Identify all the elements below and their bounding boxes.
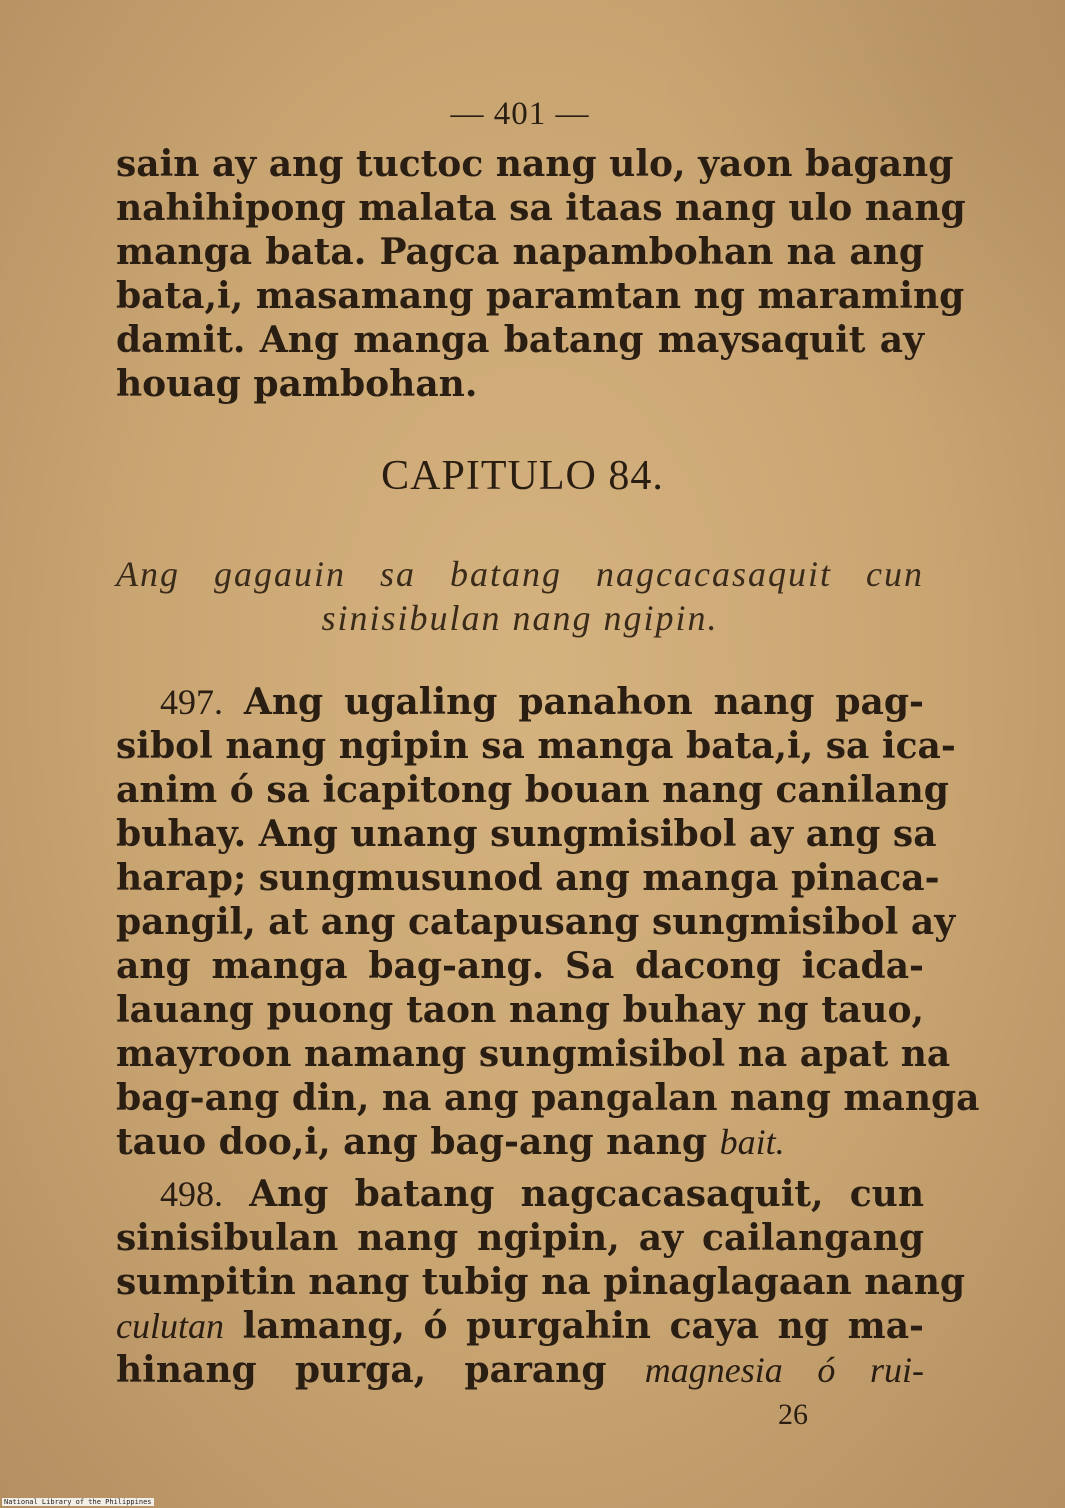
text-line: sinisibulan nang ngipin, ay cailangang: [116, 1217, 924, 1259]
text-line: [116, 680, 924, 724]
paragraph-497: [116, 680, 980, 1164]
paragraph-number: 498.: [160, 1174, 223, 1214]
text-line: mayroon namang sungmisibol na apat na: [116, 1033, 951, 1075]
italic-word: bait.: [719, 1122, 785, 1162]
subtitle-line: Ang gagauin sa batang nagcacasaquit cun: [116, 554, 924, 594]
text-segment: Ang batang nagcacasaquit, cun: [249, 1173, 924, 1215]
chapter-subtitle: [116, 552, 924, 640]
footer-credit: National Library of the Philippines: [4, 1498, 152, 1506]
text-segment: Ang ugaling panahon nang pag-: [243, 681, 924, 723]
text-line: bag-ang din, na ang pangalan nang manga: [116, 1077, 980, 1119]
italic-word: culutan: [116, 1306, 224, 1346]
continuation-text: [116, 142, 966, 406]
text-line: [116, 1348, 924, 1392]
text-line: sain ay ang tuctoc nang ulo, yaon bagang: [116, 143, 954, 185]
text-line: sumpitin nang tubig na pinaglagaan nang: [116, 1261, 966, 1303]
text-line: houag pambohan.: [116, 363, 478, 405]
italic-word: magnesia ó rui-: [644, 1350, 924, 1390]
continuation-paragraph: [116, 142, 966, 406]
text-line: damit. Ang manga batang maysaquit ay: [116, 319, 924, 361]
text-line: [116, 1304, 924, 1348]
text-line: [116, 1172, 924, 1216]
chapter-heading: CAPITULO 84.: [381, 453, 664, 499]
paragraph-498-text: [116, 1172, 966, 1392]
text-line: bata,i, masamang paramtan ng maraming: [116, 275, 965, 317]
text-segment: hinang purga, parang: [116, 1349, 645, 1391]
text-line: pangil, at ang catapusang sungmisibol ay: [116, 901, 956, 943]
text-line: [116, 1120, 924, 1164]
subtitle-line: sinisibulan nang ngipin.: [321, 598, 719, 638]
text-line: nahihipong malata sa itaas nang ulo nang: [116, 187, 966, 229]
text-line: sibol nang ngipin sa manga bata,i, sa ica-: [116, 725, 956, 767]
paragraph-498: [116, 1172, 966, 1392]
text-line: harap; sungmusunod ang manga pinaca-: [116, 857, 940, 899]
text-line: anim ó sa icapitong bouan nang canilang: [116, 769, 949, 811]
paragraph-497-text: [116, 680, 980, 1164]
paragraph-number: 497.: [160, 682, 223, 722]
signature-mark: 26: [778, 1398, 808, 1431]
text-line: buhay. Ang unang sungmisibol ay ang sa: [116, 813, 937, 855]
text-line: manga bata. Pagca napambohan na ang: [116, 231, 924, 273]
text-segment: lamang, ó purgahin caya ng ma-: [223, 1305, 924, 1347]
text-line: ang manga bag-ang. Sa dacong icada-: [116, 945, 924, 987]
text-line: lauang puong taon nang buhay ng tauo,: [116, 989, 924, 1031]
page-number: — 401 —: [450, 96, 590, 132]
text-segment: tauo doo,i, ang bag-ang nang: [116, 1121, 708, 1163]
